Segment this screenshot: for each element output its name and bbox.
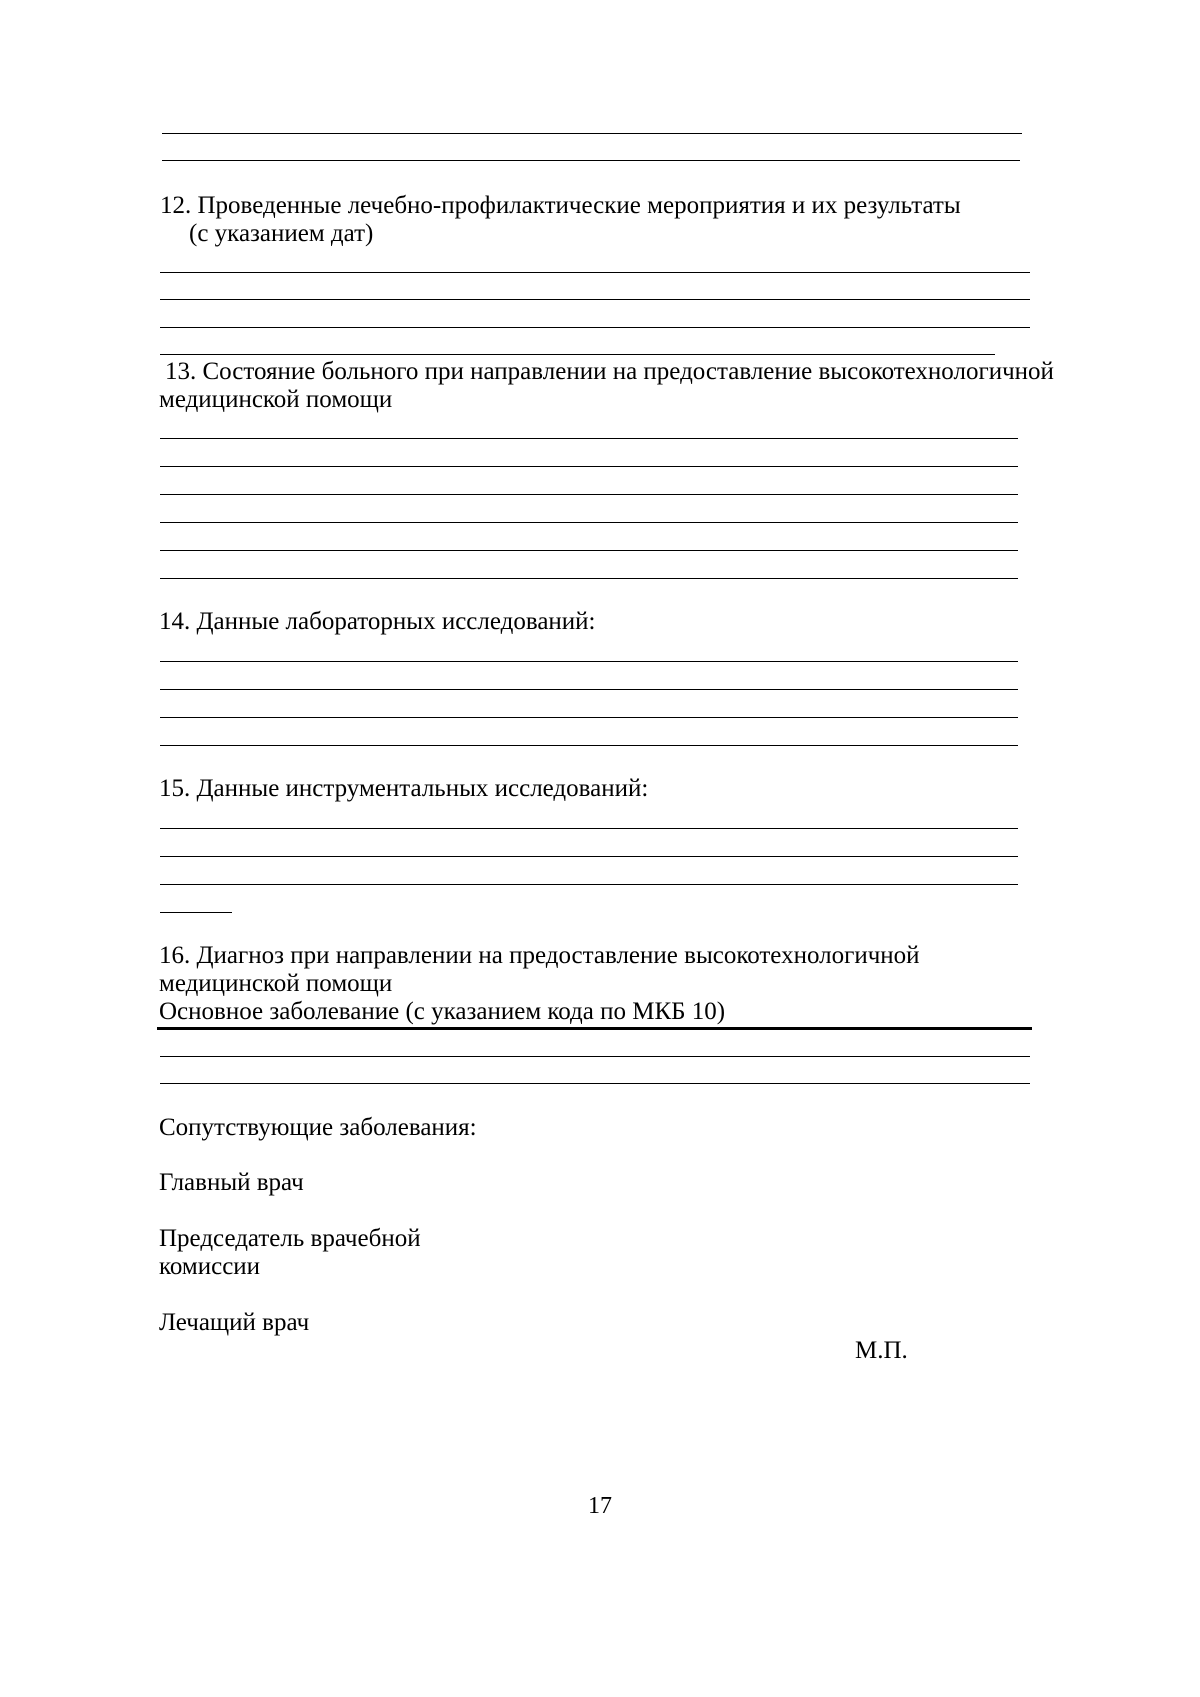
blank-line <box>160 466 1018 467</box>
commission-chair-label-cont: комиссии <box>159 1253 261 1280</box>
blank-line <box>162 160 1020 161</box>
blank-line <box>160 745 1018 746</box>
blank-line <box>160 689 1018 690</box>
blank-line <box>160 578 1018 579</box>
blank-line <box>160 494 1018 495</box>
section-12-subtitle: (с указанием дат) <box>189 220 374 247</box>
blank-line <box>160 354 995 355</box>
section-12-title: 12. Проведенные лечебно-профилактические мероприятия и их результаты <box>160 192 961 219</box>
blank-line <box>160 522 1018 523</box>
blank-line <box>160 550 1018 551</box>
page-number: 17 <box>588 1493 612 1519</box>
section-14-title: 14. Данные лабораторных исследований: <box>159 608 596 635</box>
blank-line <box>160 856 1018 857</box>
blank-line <box>160 1056 1030 1057</box>
blank-line-thick <box>157 1027 1032 1030</box>
blank-line-short <box>160 912 232 913</box>
section-16-title: 16. Диагноз при направлении на предоставление высокотехнологичной <box>159 942 920 969</box>
attending-doctor-label: Лечащий врач <box>159 1309 310 1336</box>
concomitant-diseases-label: Сопутствующие заболевания: <box>159 1114 477 1141</box>
section-13-title: 13. Состояние больного при направлении на предоставление высокотехнологичной <box>165 358 1054 385</box>
blank-line <box>160 1083 1030 1084</box>
blank-line <box>160 661 1018 662</box>
blank-line <box>162 133 1022 134</box>
blank-line <box>160 438 1018 439</box>
blank-line <box>160 272 1030 273</box>
section-13-subtitle: медицинской помощи <box>159 386 393 413</box>
commission-chair-label: Председатель врачебной <box>159 1225 421 1252</box>
chief-doctor-label: Главный врач <box>159 1169 304 1196</box>
section-16-subtitle: медицинской помощи <box>159 970 393 997</box>
main-disease-label: Основное заболевание (с указанием кода по МКБ 10) <box>159 998 726 1025</box>
blank-line <box>160 299 1030 300</box>
blank-line <box>160 828 1018 829</box>
blank-line <box>160 327 1030 328</box>
section-15-title: 15. Данные инструментальных исследований: <box>159 775 649 802</box>
blank-line <box>160 717 1018 718</box>
stamp-label: М.П. <box>855 1337 908 1364</box>
blank-line <box>160 884 1018 885</box>
